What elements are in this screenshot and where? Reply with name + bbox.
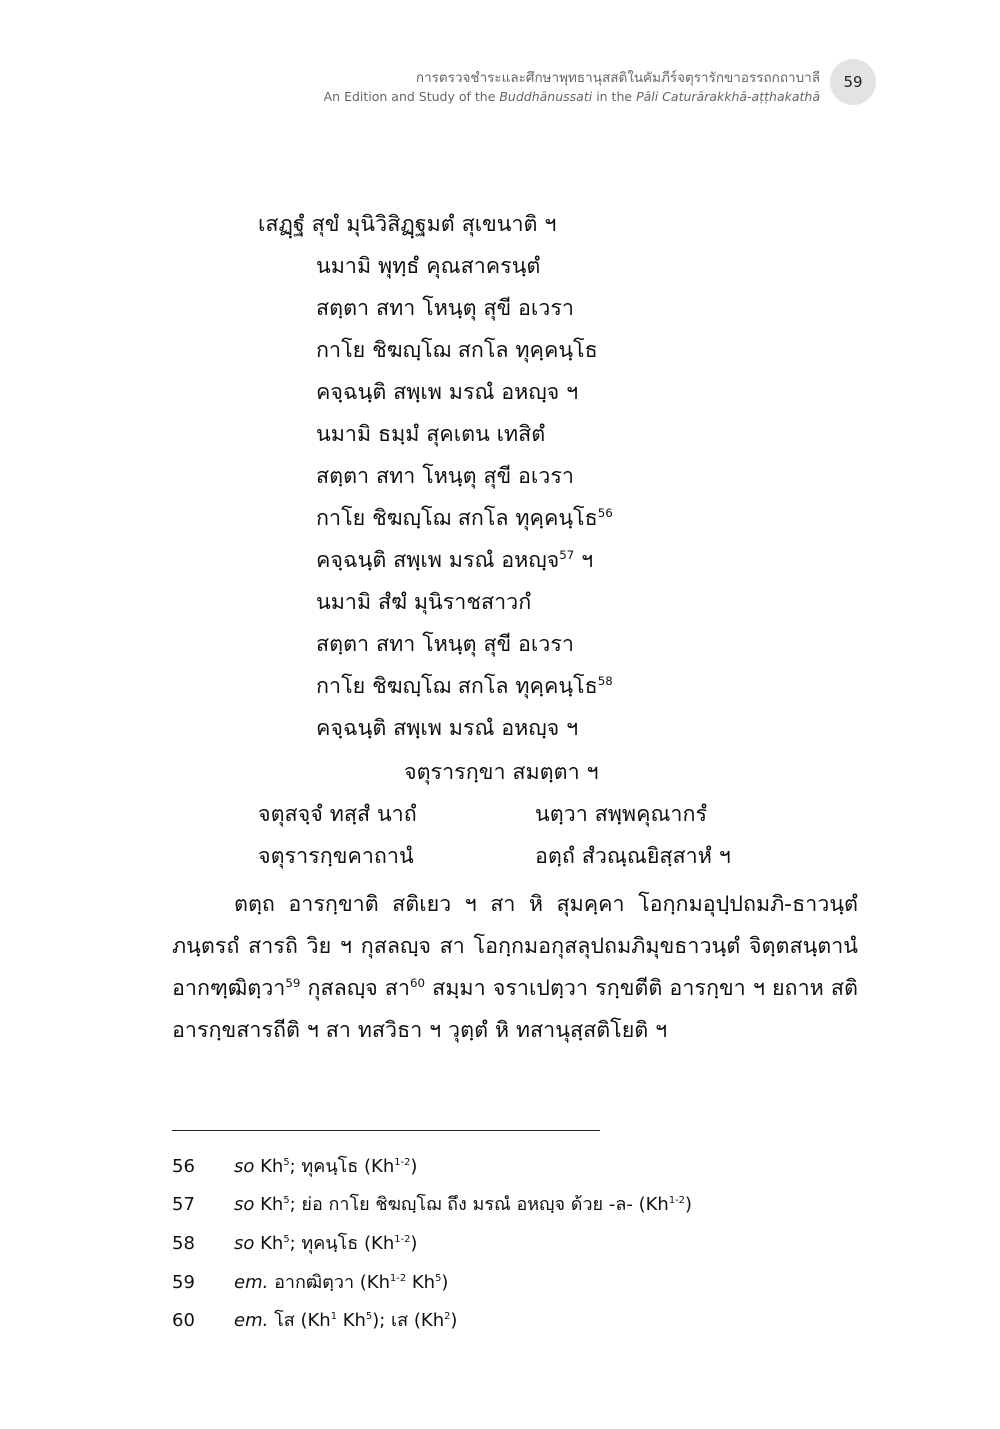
footnote-ref-56: 56 <box>597 505 613 520</box>
verse-line: กาโย ชิฆญฺโฌ สกโล ทุคฺคนฺโธ$^{58}$ <box>316 673 613 699</box>
footnote-ref-57: 57 <box>559 547 575 562</box>
page-number-badge: 59 <box>830 59 876 105</box>
verse-line: กาโย ชิฆญฺโฌ สกโล ทุคฺคนฺโธ$^{56}$ <box>316 505 613 531</box>
verse-line: นมามิ พุทฺธํ คุณสาครนฺตํ <box>316 254 541 279</box>
footnote-divider <box>172 1130 600 1131</box>
footnote-57: 57 so Kh$^5$; ย่อ กาโย ชิฆญฺโฌ ถึง มรณํ อหญฺจ ด้วย -ล- (Kh$^{1-2}$) <box>172 1194 692 1215</box>
stanza-left-2: จตุรารกฺขคาถานํ <box>258 844 414 869</box>
footnote-59: 59 em. อากฒิตฺวา (Kh$^{1-2}$ Kh$^5$) <box>172 1272 449 1293</box>
verse-line: กาโย ชิฆญฺโฌ สกโล ทุคฺคนฺโธ <box>316 338 598 363</box>
colophon-line: จตุรารกฺขา สมตฺตา ฯ <box>404 760 599 785</box>
footnote-60: 60 em. โส (Kh$^1$ Kh$^5$); เส (Kh$^2$) <box>172 1310 458 1331</box>
footnote-ref-59: 59 <box>285 975 301 990</box>
verse-line: เสฏฺฐํ สุขํ มุนิวิสิฏฺฐมตํ สุเขนาติ ฯ <box>258 212 557 237</box>
commentary-paragraph: ตตฺถ อารกฺขาติ สติเยว ฯ สา หิ สุมคฺคา โอกฺกมอุปฺปถมภิ-ธาวนฺตํ ภนฺตรถํ สารถิ วิย ฯ กุสลญฺจ สา โอกฺกมอกุสลุปถมภิมุขธาวนฺตํ จิตฺตสนฺตานํ อากฑฺฒิตฺวา$^{59}$ กุสลญฺจ สา$^{60}$ สมฺมา จราเปตฺวา รกฺขตีติ อารกฺขา ฯ ยถาห สติ อารกฺขสารถีติ ฯ สา ทสวิธา ฯ วุตฺตํ หิ ทสานุสฺสติโยติ ฯ <box>172 892 858 1043</box>
footnote-58: 58 so Kh$^5$; ทุคนฺโธ (Kh$^{1-2}$) <box>172 1233 418 1254</box>
verse-line: สตฺตา สทา โหนฺตุ สุขี อเวรา <box>316 464 574 489</box>
verse-line: นมามิ สํฆํ มุนิราชสาวกํ <box>316 590 532 615</box>
verse-line: สตฺตา สทา โหนฺตุ สุขี อเวรา <box>316 632 574 657</box>
stanza-left-1: จตุสจฺจํ ทสฺสํ นาถํ <box>258 802 417 827</box>
footnote-ref-60: 60 <box>410 975 426 990</box>
verse-line: สตฺตา สทา โหนฺตุ สุขี อเวรา <box>316 296 574 321</box>
verse-line: คจฺฉนฺติ สพฺเพ มรณํ อหญฺจ ฯ <box>316 380 579 405</box>
stanza-right-2: อตฺถํ สํวณฺณยิสฺสาหํ ฯ <box>535 844 731 869</box>
verse-line: นมามิ ธมฺมํ สุคเตน เทสิตํ <box>316 422 546 447</box>
footnote-ref-58: 58 <box>597 673 613 688</box>
footnote-56: 56 so Kh$^5$; ทุคนฺโธ (Kh$^{1-2}$) <box>172 1156 418 1177</box>
verse-line: คจฺฉนฺติ สพฺเพ มรณํ อหญฺจ$^{57}$ ฯ <box>316 547 594 573</box>
running-header-english: An Edition and Study of the Buddhānussati in the Pāli Caturārakkhā-aṭṭhakathā <box>323 89 820 104</box>
running-header-thai: การตรวจชำระและศึกษาพุทธานุสสติในคัมภีร์จตุรารักขาอรรถกถาบาลี <box>415 70 820 86</box>
verse-line: คจฺฉนฺติ สพฺเพ มรณํ อหญฺจ ฯ <box>316 716 579 741</box>
stanza-right-1: นตฺวา สพฺพคุณากรํ <box>535 802 708 827</box>
